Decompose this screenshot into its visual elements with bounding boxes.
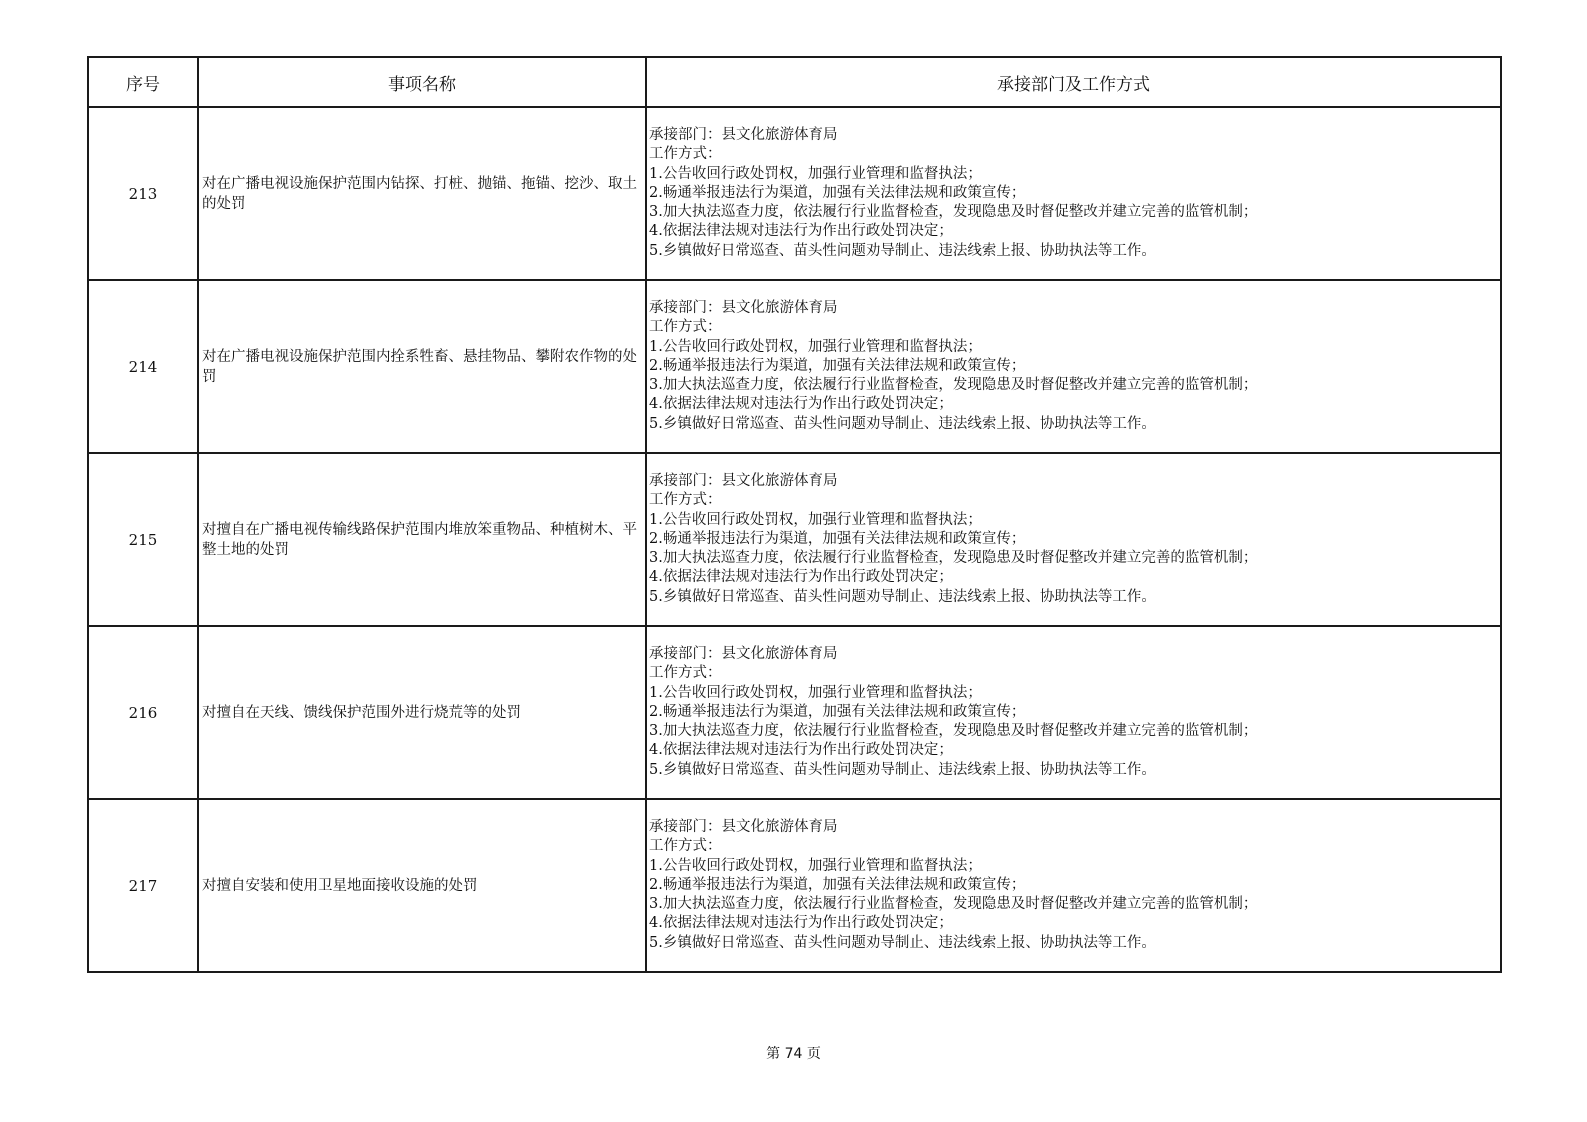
table-row (88, 453, 1501, 626)
row-seq: 217 (88, 799, 198, 972)
method-line: 2.畅通举报违法行为渠道，加强有关法律法规和政策宣传； (649, 703, 1026, 720)
header-row (88, 57, 1501, 107)
method-line: 5.乡镇做好日常巡查、苗头性问题劝导制止、违法线索上报、协助执法等工作。 (649, 588, 1156, 605)
page-number: 第 74 页 (766, 1046, 821, 1062)
method-line: 1.公告收回行政处罚权，加强行业管理和监督执法； (649, 165, 982, 182)
method-line: 3.加大执法巡查力度，依法履行行业监督检查，发现隐患及时督促整改并建立完善的监管机制； (649, 896, 1258, 913)
row-seq: 216 (88, 626, 198, 799)
method-line: 3.加大执法巡查力度，依法履行行业监督检查，发现隐患及时督促整改并建立完善的监管机制； (649, 204, 1258, 221)
method-line: 5.乡镇做好日常巡查、苗头性问题劝导制止、违法线索上报、协助执法等工作。 (649, 242, 1156, 259)
row-department-method (646, 453, 1501, 626)
table-row (88, 799, 1501, 972)
table-body (88, 107, 1501, 972)
method-line: 承接部门：县文化旅游体育局 (649, 299, 838, 316)
method-line: 4.依据法律法规对违法行为作出行政处罚决定； (649, 742, 953, 759)
method-line: 2.畅通举报违法行为渠道，加强有关法律法规和政策宣传； (649, 530, 1026, 547)
method-line: 3.加大执法巡查力度，依法履行行业监督检查，发现隐患及时督促整改并建立完善的监管机制； (649, 723, 1258, 740)
method-line: 承接部门：县文化旅游体育局 (649, 645, 838, 662)
method-line: 4.依据法律法规对违法行为作出行政处罚决定； (649, 915, 953, 932)
method-line: 1.公告收回行政处罚权，加强行业管理和监督执法； (649, 511, 982, 528)
header-department-method: 承接部门及工作方式 (646, 57, 1501, 107)
method-line: 2.畅通举报违法行为渠道，加强有关法律法规和政策宣传； (649, 876, 1026, 893)
method-line: 工作方式： (649, 665, 722, 682)
method-line: 工作方式： (649, 492, 722, 509)
method-line: 5.乡镇做好日常巡查、苗头性问题劝导制止、违法线索上报、协助执法等工作。 (649, 761, 1156, 778)
row-item-name: 对擅自在广播电视传输线路保护范围内堆放笨重物品、种植树木、平整土地的处罚 (198, 453, 646, 626)
row-item-name: 对擅自在天线、馈线保护范围外进行烧荒等的处罚 (198, 626, 646, 799)
method-line: 承接部门：县文化旅游体育局 (649, 472, 838, 489)
method-line: 5.乡镇做好日常巡查、苗头性问题劝导制止、违法线索上报、协助执法等工作。 (649, 934, 1156, 951)
row-item-name: 对在广播电视设施保护范围内拴系牲畜、悬挂物品、攀附农作物的处罚 (198, 280, 646, 453)
row-item-name: 对擅自安装和使用卫星地面接收设施的处罚 (198, 799, 646, 972)
row-department-method (646, 626, 1501, 799)
table-row (88, 107, 1501, 280)
row-department-method (646, 107, 1501, 280)
method-line: 4.依据法律法规对违法行为作出行政处罚决定； (649, 569, 953, 586)
method-line: 2.畅通举报违法行为渠道，加强有关法律法规和政策宣传； (649, 357, 1026, 374)
method-line: 5.乡镇做好日常巡查、苗头性问题劝导制止、违法线索上报、协助执法等工作。 (649, 415, 1156, 432)
header-item-name: 事项名称 (198, 57, 646, 107)
method-line: 3.加大执法巡查力度，依法履行行业监督检查，发现隐患及时督促整改并建立完善的监管机制； (649, 550, 1258, 567)
method-line: 2.畅通举报违法行为渠道，加强有关法律法规和政策宣传； (649, 184, 1026, 201)
table-header (88, 57, 1501, 107)
table-row (88, 626, 1501, 799)
row-department-method (646, 799, 1501, 972)
method-line: 3.加大执法巡查力度，依法履行行业监督检查，发现隐患及时督促整改并建立完善的监管机制； (649, 377, 1258, 394)
method-line: 1.公告收回行政处罚权，加强行业管理和监督执法； (649, 684, 982, 701)
method-line: 4.依据法律法规对违法行为作出行政处罚决定； (649, 396, 953, 413)
row-seq: 214 (88, 280, 198, 453)
method-line: 1.公告收回行政处罚权，加强行业管理和监督执法； (649, 857, 982, 874)
method-line: 1.公告收回行政处罚权，加强行业管理和监督执法； (649, 338, 982, 355)
header-seq: 序号 (88, 57, 198, 107)
row-seq: 213 (88, 107, 198, 280)
row-department-method (646, 280, 1501, 453)
method-line: 工作方式： (649, 319, 722, 336)
method-line: 承接部门：县文化旅游体育局 (649, 818, 838, 835)
method-line: 4.依据法律法规对违法行为作出行政处罚决定； (649, 223, 953, 240)
method-line: 工作方式： (649, 146, 722, 163)
row-item-name: 对在广播电视设施保护范围内钻探、打桩、抛锚、拖锚、挖沙、取土的处罚 (198, 107, 646, 280)
method-line: 工作方式： (649, 838, 722, 855)
row-seq: 215 (88, 453, 198, 626)
items-table (87, 56, 1502, 973)
method-line: 承接部门：县文化旅游体育局 (649, 126, 838, 143)
table-row (88, 280, 1501, 453)
